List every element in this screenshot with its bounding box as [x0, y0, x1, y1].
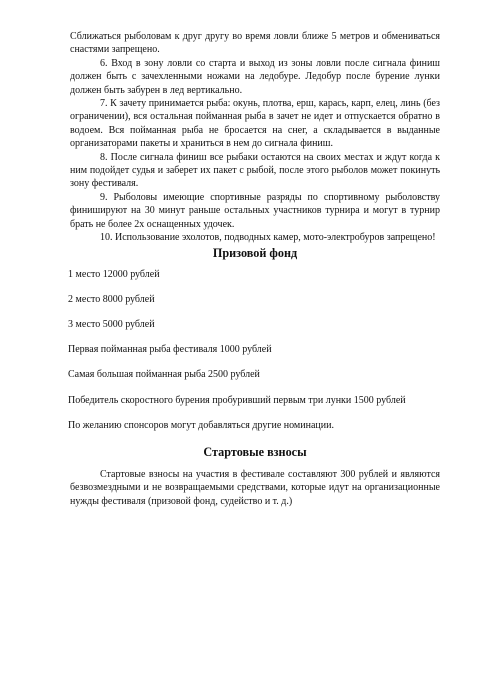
prize-item-first-place: 1 место 12000 рублей: [68, 268, 160, 280]
prize-item-speed-drilling: Победитель скоростного бурения пробуривший первым три лунки 1500 рублей: [68, 394, 406, 406]
prize-fund-heading: Призовой фонд: [212, 245, 298, 260]
entry-fees-heading: Стартовые взносы: [203, 444, 307, 459]
prize-list: [70, 268, 440, 433]
prize-item-first-fish: Первая пойманная рыба фестиваля 1000 рублей: [68, 344, 272, 356]
entry-fees-text: Стартовые взносы на участия в фестивале составляют 300 рублей и являются безвозмездными и не возвращаемыми средствами, которые идут на организационные нужды фестиваля (призовой фонд, судейство и т. д.): [70, 468, 440, 507]
prize-item-sponsor-nominations: По желанию спонсоров могут добавляться другие номинации.: [68, 419, 334, 431]
rule-6: 6. Вход в зону ловли со старта и выход из зоны ловли после сигнала финиш должен быть с зачехленными ножами на ледобуре. Ледобур после бурение лунки должен быть забурен в лед вертикально.: [70, 57, 440, 96]
rule-8: 8. После сигнала финиш все рыбаки остаются на своих местах и ждут когда к ним подойдет судья и заберет их пакет с рыбой, после этого рыболов может покинуть зону фестиваля.: [70, 151, 440, 190]
prize-item-biggest-fish: Самая большая пойманная рыба 2500 рублей: [68, 369, 260, 381]
prize-item-second-place: 2 место 8000 рублей: [68, 293, 155, 305]
rule-7: 7. К зачету принимается рыба: окунь, плотва, ерш, карась, карп, елец, линь (без ограничении), вся остальная пойманная рыба в зачет не идет и отпускается обратно в водоем. Вся пойманная рыба не бросается на снег, а складывается в выданные организаторами пакеты и храниться в нем до сигнала финиш.: [70, 98, 440, 150]
document-page: [70, 30, 440, 508]
rule-10: 10. Использование эхолотов, подводных камер, мото-электробуров запрещено!: [100, 232, 436, 244]
rule-9: 9. Рыболовы имеющие спортивные разряды по спортивному рыболовству финишируют на 30 минут раньше остальных участников турнира и могут в турнир брать не более 2х оснащенных удочек.: [70, 191, 440, 230]
rules-continuation: Сближаться рыболовам к друг другу во время ловли ближе 5 метров и обмениваться снастями запрещено.: [70, 31, 440, 56]
prize-item-third-place: 3 место 5000 рублей: [68, 318, 155, 330]
